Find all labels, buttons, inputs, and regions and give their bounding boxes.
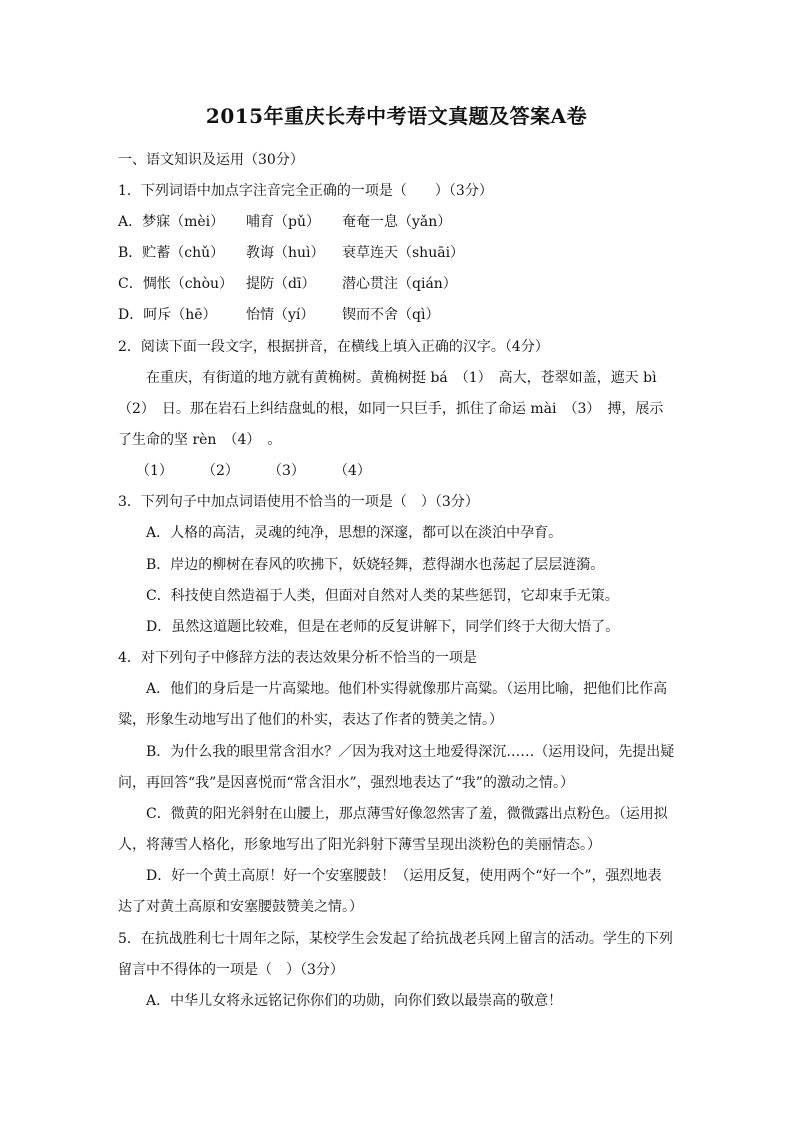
option-word: 衰草连天（shuāi） — [342, 245, 465, 261]
blank-label: （4） — [334, 463, 371, 479]
question-5-option-a: A．中华儿女将永远铭记你你们的功勋，向你们致以最崇高的敬意！ — [146, 993, 563, 1009]
option-word: 奄奄一息（yǎn） — [342, 214, 452, 230]
option-word: B．贮蓄（chǔ） — [118, 245, 225, 261]
question-4-option-a: A．他们的身后是一片高粱地。他们朴实得就像那片高粱。（运用比喻，把他们比作高 — [146, 681, 668, 697]
question-4-option-d: D．好一个黄土高原！好一个安塞腰鼓！（运用反复，使用两个“好一个”，强烈地表 — [146, 868, 662, 884]
option-word: 潜心贯注（qián） — [342, 276, 457, 292]
question-1-option-d — [118, 305, 439, 325]
question-4-option-b-cont: 问，再回答“我”是因喜悦而“常含泪水”，强烈地表达了“我”的激动之情。） — [118, 775, 574, 791]
option-word: 提防（dī） — [246, 276, 316, 292]
section-heading: 一、语文知识及运用（30分） — [118, 152, 304, 168]
question-2-passage-line: （2） 日。那在岩石上纠结盘虬的根，如同一只巨手，抓住了命运 mài （3） 搏，展示 — [118, 401, 664, 417]
question-4-stem: 4．对下列句子中修辞方法的表达效果分析不恰当的一项是 — [118, 650, 477, 666]
question-2-passage-line: 在重庆，有街道的地方就有黄桷树。黄桷树挺 bá （1） 高大，苍翠如盖，遮天 bì — [146, 370, 657, 386]
blank-label: （2） — [202, 463, 239, 479]
question-3-option: A．人格的高洁，灵魂的纯净，思想的深邃，都可以在淡泊中孕育。 — [146, 525, 563, 541]
question-2-passage-line: 了生命的坚 rèn （4） 。 — [118, 432, 282, 448]
question-3-stem: 3．下列句子中加点词语使用不恰当的一项是（ ）（3分） — [118, 494, 479, 510]
question-3-option: B．岸边的柳树在春风的吹拂下，妖娆轻舞，惹得湖水也荡起了层层涟漪。 — [146, 557, 605, 573]
option-word: 哺育（pǔ） — [246, 214, 320, 230]
question-4-option-c-cont: 人，将薄雪人格化，形象地写出了阳光斜射下薄雪呈现出淡粉色的美丽情态。） — [118, 837, 601, 853]
option-word: D．呵斥（hē） — [118, 307, 217, 323]
option-word: 怡情（yí） — [246, 307, 315, 323]
question-4-option-c: C．微黄的阳光斜射在山腰上，那点薄雪好像忽然害了羞，微微露出点粉色。（运用拟 — [146, 806, 668, 822]
blank-label: （3） — [268, 463, 305, 479]
question-5-stem-cont: 留言中不得体的一项是（ ）（3分） — [118, 962, 344, 978]
question-1-option-a — [118, 212, 451, 232]
blank-label: （1） — [136, 463, 173, 479]
option-word: 锲而不舍（qì） — [342, 307, 440, 323]
question-4-option-d-cont: 达了对黄土高原和安塞腰鼓赞美之情。） — [118, 899, 363, 915]
option-word: A．梦寐（mèi） — [118, 214, 225, 230]
question-1-option-b — [118, 243, 464, 263]
question-4-option-b: B．为什么我的眼里常含泪水？／因为我对这土地爱得深沉……（运用设问，先提出疑 — [146, 744, 675, 760]
option-word: C．惆怅（chòu） — [118, 276, 234, 292]
question-5-stem: 5．在抗战胜利七十周年之际，某校学生会发起了给抗战老兵网上留言的活动。学生的下列 — [118, 931, 673, 947]
question-1-stem: 1．下列词语中加点字注音完全正确的一项是（ ）（3分） — [118, 183, 493, 199]
question-4-option-a-cont: 粱，形象生动地写出了他们的朴实，表达了作者的赞美之情。） — [118, 712, 503, 728]
page-title: 2015年重庆长寿中考语文真题及答案A卷 — [205, 104, 588, 128]
question-3-option: C．科技使自然造福于人类，但面对自然对人类的某些惩罚，它却束手无策。 — [146, 588, 619, 604]
question-1-option-c — [118, 274, 457, 294]
option-word: 教诲（huì） — [246, 245, 325, 261]
question-2-blanks — [136, 461, 371, 481]
question-2-stem: 2．阅读下面一段文字，根据拼音，在横线上填入正确的汉字。（4分） — [118, 339, 549, 355]
question-3-option: D．虽然这道题比较难，但是在老师的反复讲解下，同学们终于大彻大悟了。 — [146, 619, 620, 635]
